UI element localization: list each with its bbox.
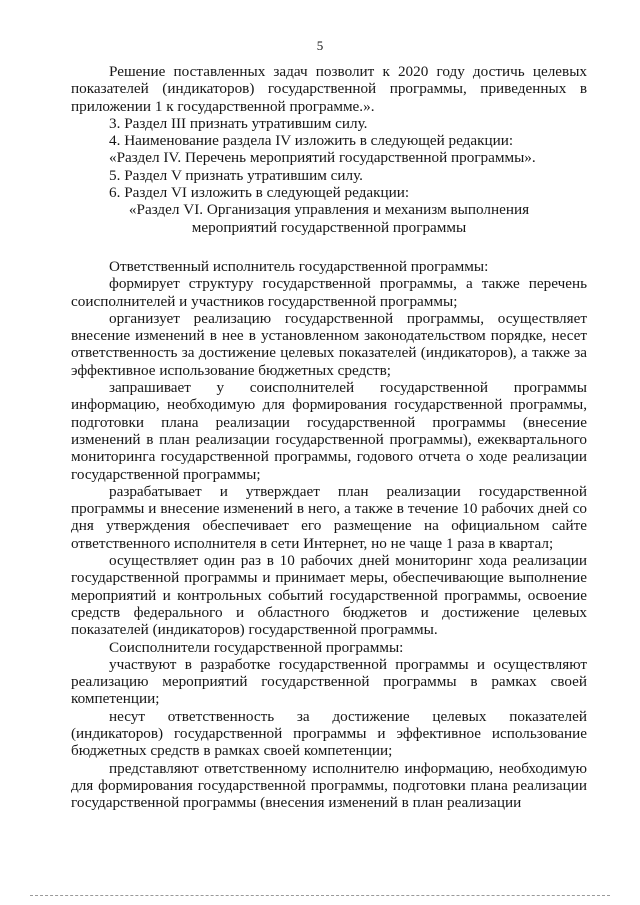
section-heading-line-1: «Раздел VI. Организация управления и механизм выполнения: [128, 201, 530, 219]
paragraph-develops-plan: разрабатывает и утверждает план реализации государственной программы и внесение изменений в него, а также в течение 10 рабочих дней со дня утверждения обеспечивает его размещение на официальном сайте ответственного исполнителя в сети Интернет, но не чаще 1 раза в квартал;: [71, 482, 587, 552]
paragraph-goals: Решение поставленных задач позволит к 2020 году достичь целевых показателей (индикаторов) государственной программы, приведенных в приложении 1 к государственной программе.».: [71, 63, 587, 115]
paragraph-monitoring: осуществляет один раз в 10 рабочих дней мониторинг хода реализации государственной программы и принимает меры, обеспечивающие выполнение мероприятий и контрольных событий государственной программы, освоение средств федерального и областного бюджетов и достижение целевых показателей (индикаторов) государственной программы.: [71, 552, 587, 639]
paragraph-provide-information: представляют ответственному исполнителю информацию, необходимую для формирования государственной программы, подготовки плана реализации государственной программы (внесения изменений в план реализации: [71, 759, 587, 812]
paragraph-responsibility: несут ответственность за достижение целевых показателей (индикаторов) государственной программы и эффективное использование бюджетных средств в рамках своей компетенции;: [71, 707, 587, 760]
paragraph-item-4: 4. Наименование раздела IV изложить в следующей редакции:: [109, 132, 514, 150]
document-body: [71, 63, 587, 811]
paragraph-responsible-executor: Ответственный исполнитель государственной программы:: [109, 257, 489, 275]
paragraph-participate: участвуют в разработке государственной программы и осуществляют реализацию мероприятий государственной программы в рамках своей компетенции;: [71, 655, 587, 708]
paragraph-organizes: организует реализацию государственной программы, осуществляет внесение изменений в нее в установленном законодательством порядке, несет ответственность за достижение целевых показателей (индикаторов), а также за эффективное использование бюджетных средств;: [71, 309, 587, 379]
paragraph-forms-structure: формирует структуру государственной программы, а также перечень соисполнителей и участников государственной программы;: [71, 275, 587, 310]
paragraph-item-6: 6. Раздел VI изложить в следующей редакции:: [109, 184, 410, 202]
paragraph-co-executors: Соисполнители государственной программы:: [109, 638, 404, 656]
paragraph-section-iv-title: «Раздел IV. Перечень мероприятий государственной программы».: [109, 149, 536, 167]
paragraph-item-5: 5. Раздел V признать утратившим силу.: [109, 166, 363, 184]
section-heading-line-2: мероприятий государственной программы: [191, 218, 467, 236]
paragraph-requests: запрашивает у соисполнителей государственной программы информацию, необходимую для формирования государственной программы, подготовки плана реализации государственной программы (внесение изменений в план реализации государственной программы), ежеквартального мониторинга государственной программы, годового отчета о ходе реализации государственной программы;: [71, 379, 587, 483]
page-number: 5: [316, 38, 324, 53]
paragraph-item-3: 3. Раздел III признать утратившим силу.: [109, 114, 368, 132]
page-bottom-rule: [30, 895, 610, 896]
spacer: [71, 236, 587, 258]
